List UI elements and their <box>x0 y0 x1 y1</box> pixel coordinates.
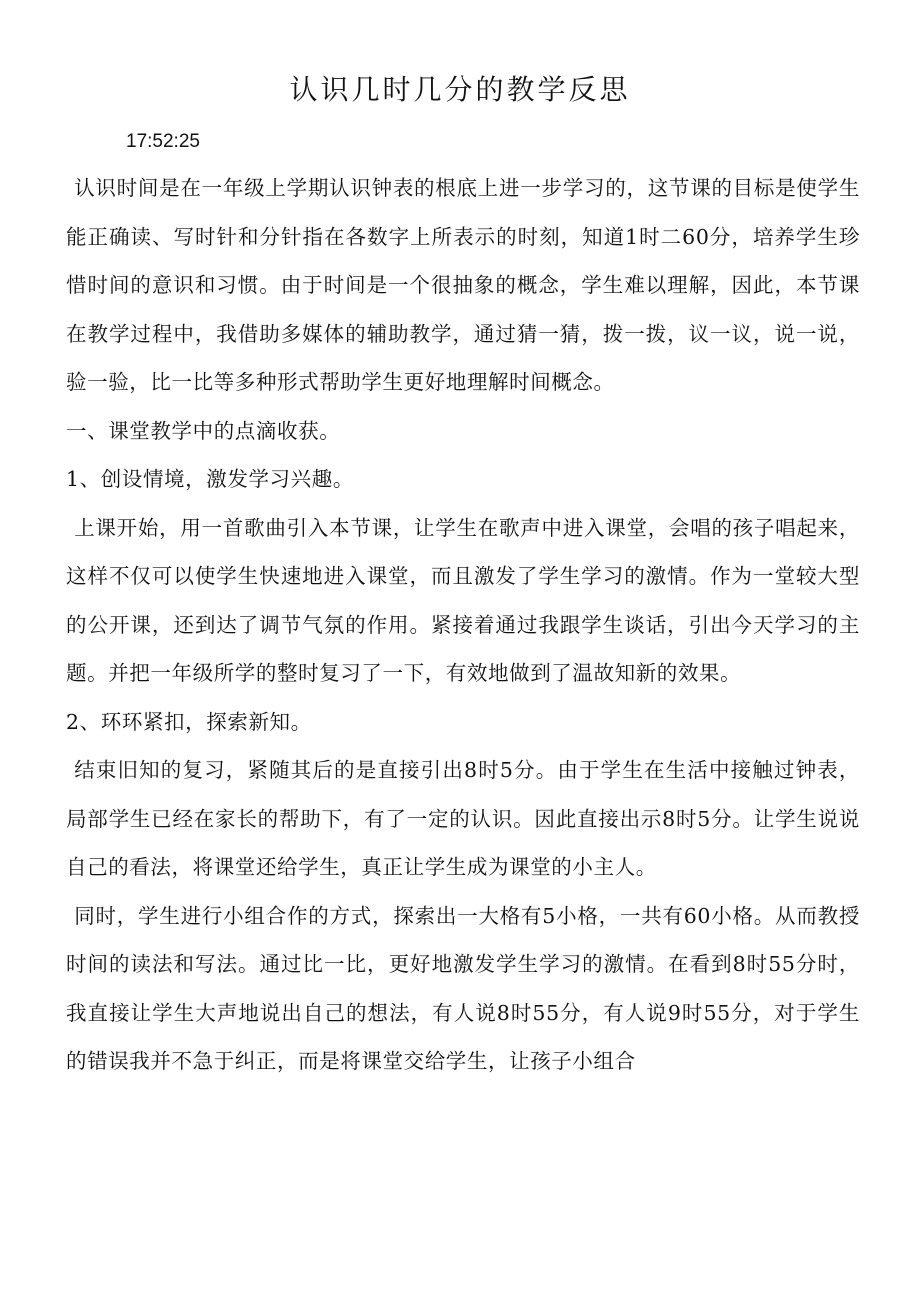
paragraph-intro: 认识时间是在一年级上学期认识钟表的根底上进一步学习的，这节课的目标是使学生能正确读、写时针和分针指在各数字上所表示的时刻，知道1时二60分，培养学生珍惜时间的意识和习惯。由于时间是一个很抽象的概念，学生难以理解，因此，本节课在教学过程中，我借助多媒体的辅助教学，通过猜一猜，拨一拨，议一议，说一说，验一验，比一比等多种形式帮助学生更好地理解时间概念。 <box>66 176 860 394</box>
paragraph-song-intro: 上课开始，用一首歌曲引入本节课，让学生在歌声中进入课堂，会唱的孩子唱起来，这样不仅可以使学生快速地进入课堂，而且激发了学生学习的激情。作为一堂较大型的公开课，还到达了调节气氛的作用。紧接着通过我跟学生谈话，引出今天学习的主题。并把一年级所学的整时复习了一下，有效地做到了温故知新的效果。 <box>66 515 860 685</box>
document-title: 认识几时几分的教学反思 <box>289 73 631 106</box>
timestamp: 17:52:25 <box>126 131 200 152</box>
section-heading-1: 一、课堂教学中的点滴收获。 <box>66 418 341 443</box>
subsection-heading-2: 2、环环紧扣，探索新知。 <box>66 709 312 734</box>
subsection-heading-1: 1、创设情境，激发学习兴趣。 <box>66 467 354 491</box>
paragraph-new-knowledge: 结束旧知的复习，紧随其后的是直接引出8时5分。由于学生在生活中接触过钟表，局部学生已经在家长的帮助下，有了一定的认识。因此直接出示8时5分。让学生说说自己的看法，将课堂还给学生，真正让学生成为课堂的小主人。 <box>66 758 860 879</box>
document-body <box>66 164 860 1086</box>
paragraph-group-work: 同时，学生进行小组合作的方式，探索出一大格有5小格，一共有60小格。从而教授时间的读法和写法。通过比一比，更好地激发学生学习的激情。在看到8时55分时，我直接让学生大声地说出自己的想法，有人说8时55分，有人说9时55分，对于学生的错误我并不急于纠正，而是将课堂交给学生，让孩子小组合 <box>66 903 860 1073</box>
